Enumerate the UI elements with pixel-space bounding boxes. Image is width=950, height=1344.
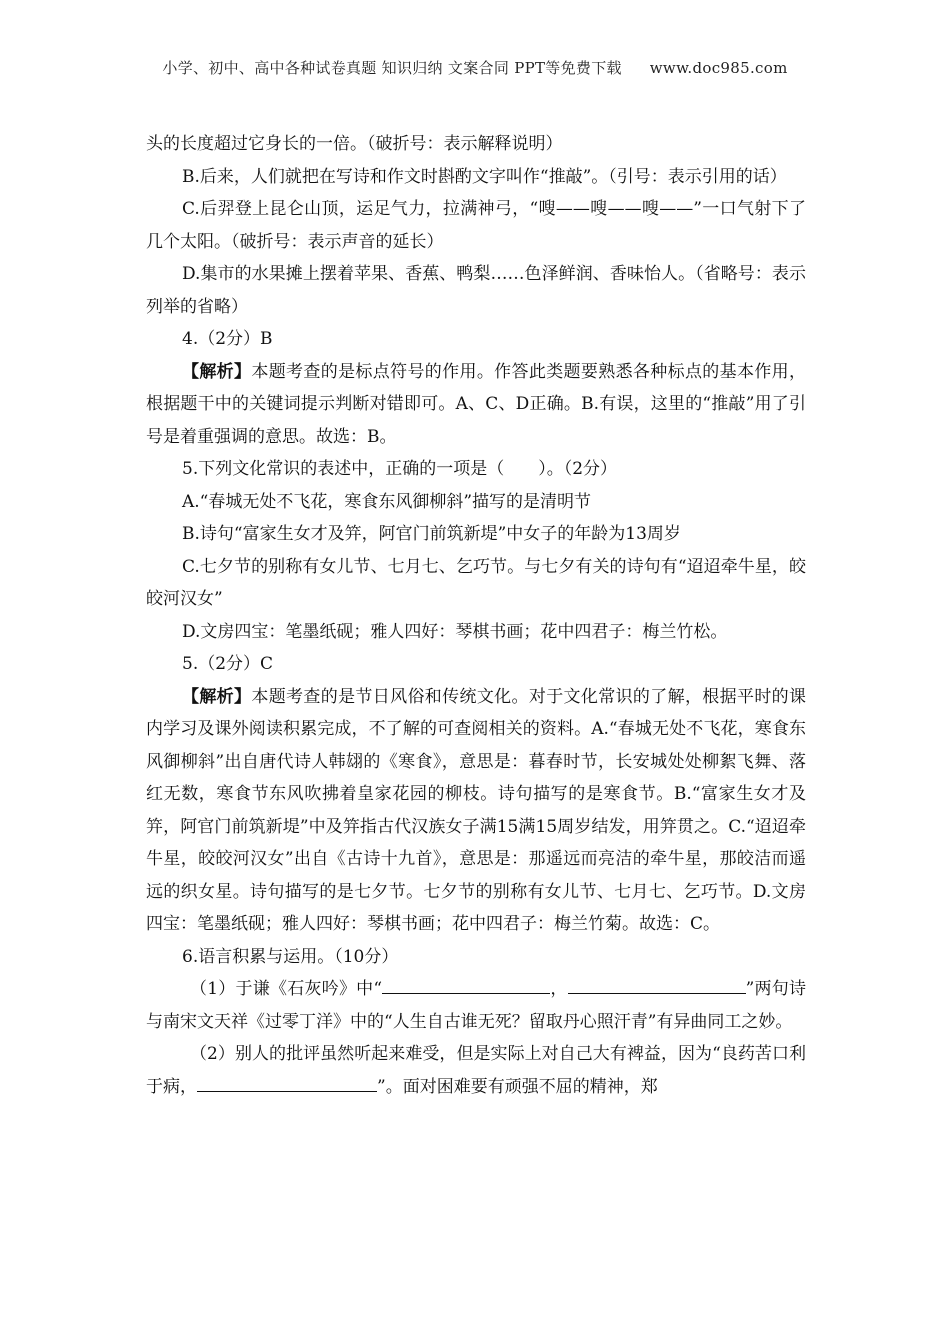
q6-1-text-c: ”两句诗与南宋文天祥《过零丁洋》中的“人生自古谁无死？留取丹心照汗青”有异曲同工之妙。 [146, 979, 806, 1032]
fill-blank-1[interactable] [382, 973, 550, 994]
question-5: 5.下列文化常识的表述中，正确的一项是（ ）。（2分） [182, 459, 618, 479]
answer-4: 4.（2分）B [182, 329, 273, 349]
q6-1-text-a: （1）于谦《石灰吟》中“ [190, 979, 383, 999]
q6-2-text-a: （2）别人的批评虽然听起来难受，但是实际上对自己大有裨益，因为“良药苦口利于病， [146, 1044, 806, 1097]
option-d: D.集市的水果摊上摆着苹果、香蕉、鸭梨……色泽鲜润、香味怡人。（省略号：表示列举的省略） [146, 264, 806, 317]
option-5c: C.七夕节的别称有女儿节、七月七、乞巧节。与七夕有关的诗句有“迢迢牵牛星，皎皎河汉女” [146, 556, 806, 609]
text-line: 头的长度超过它身长的一倍。（破折号：表示解释说明） [146, 134, 563, 154]
header-text: 小学、初中、高中各种试卷真题 知识归纳 文案合同 PPT等免费下载 [162, 59, 622, 77]
fill-blank-2[interactable] [568, 973, 746, 994]
option-5a: A.“春城无处不飞花，寒食东风御柳斜”描写的是清明节 [182, 491, 592, 512]
question-6-2 [146, 1038, 806, 1103]
q6-2-text-b: ”。面对困难要有顽强不屈的精神，郑 [377, 1076, 658, 1097]
option-b: B.后来，人们就把在写诗和作文时斟酌文字叫作“推敲”。（引号：表示引用的话） [182, 166, 787, 187]
page-header [0, 57, 950, 78]
analysis-tag: 【解析】 [182, 361, 252, 382]
q6-1-text-b: ， [550, 979, 568, 999]
document-body [146, 128, 806, 1103]
option-5b: B.诗句“富家生女才及笄，阿官门前筑新堤”中女子的年龄为13周岁 [182, 524, 681, 544]
analysis-4 [146, 356, 806, 454]
analysis-text: 本题考查的是节日风俗和传统文化。对于文化常识的了解，根据平时的课内学习及课外阅读积累完成，不了解的可查阅相关的资料。A.“春城无处不飞花，寒食东风御柳斜”出自唐代诗人韩翃的《寒食》，意思是：暮春时节，长安城处处柳絮飞舞、落红无数，寒食节东风吹拂着皇家花园的柳枝。诗句描写的是寒食节。B.“富家生女才及笄，阿官门前筑新堤”中及笄指古代汉族女子满15满15周岁结发，用笄贯之。C.“迢迢牵牛星，皎皎河汉女”出自《古诗十九首》，意思是：那遥远而亮洁的牵牛星，那皎洁而遥远的织女星。诗句描写的是七夕节。七夕节的别称有女儿节、七月七、乞巧节。D.文房四宝：笔墨纸砚；雅人四好：琴棋书画；花中四君子：梅兰竹菊。故选：C。 [146, 686, 807, 934]
option-5d: D.文房四宝：笔墨纸砚；雅人四好：琴棋书画；花中四君子：梅兰竹松。 [182, 621, 728, 642]
answer-5: 5.（2分）C [182, 654, 274, 674]
header-site-link[interactable]: www.doc985.com [649, 59, 788, 77]
question-6-1 [146, 973, 806, 1038]
analysis-text: 本题考查的是标点符号的作用。作答此类题要熟悉各种标点的基本作用，根据题干中的关键词提示判断对错即可。A、C、D正确。B.有误，这里的“推敲”用了引号是着重强调的意思。故选：B。 [146, 361, 807, 447]
option-c: C.后羿登上昆仑山顶，运足气力，拉满神弓，“嗖——嗖——嗖——”一口气射下了几个太阳。（破折号：表示声音的延长） [146, 199, 806, 252]
analysis-5 [146, 681, 806, 941]
analysis-tag: 【解析】 [182, 686, 252, 707]
fill-blank-3[interactable] [197, 1071, 377, 1092]
question-6: 6.语言积累与运用。（10分） [182, 946, 399, 967]
